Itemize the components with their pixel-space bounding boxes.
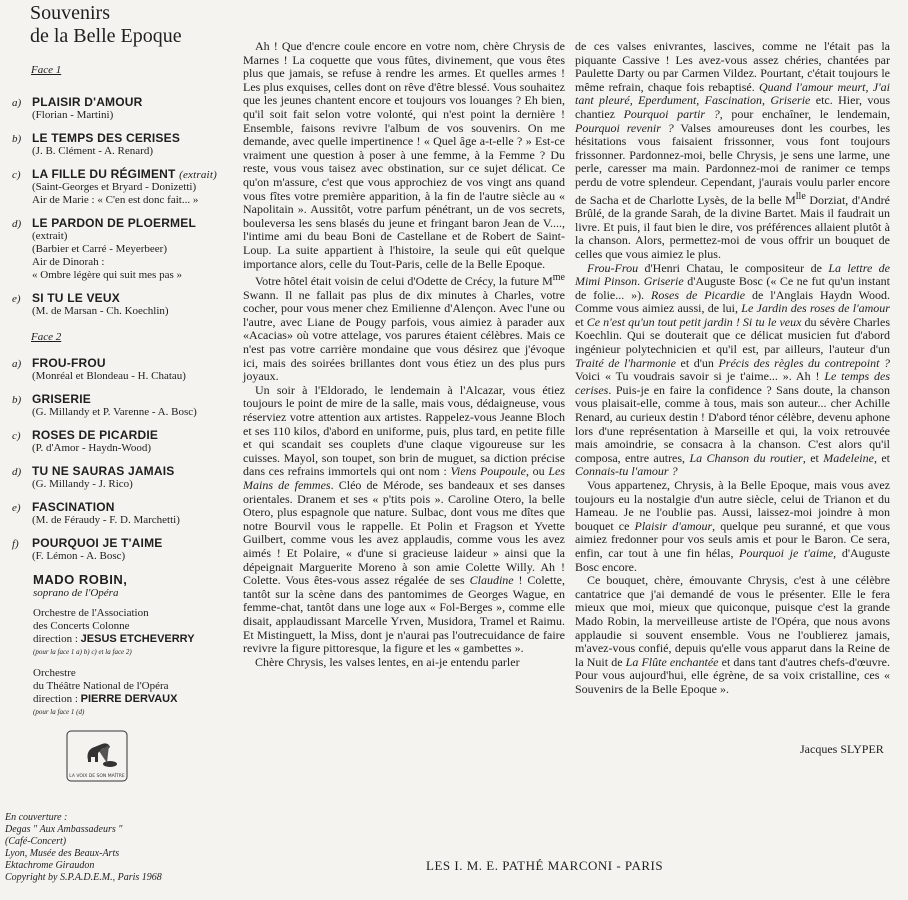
track-letter: b) <box>12 133 22 145</box>
track-credit: « Ombre légère qui suit mes pas » <box>32 269 182 281</box>
track-item <box>12 392 240 419</box>
track-item <box>12 464 240 491</box>
face1-label: Face 1 <box>31 64 62 76</box>
cover-line: Lyon, Musée des Beaux-Arts <box>5 848 120 859</box>
face2-label: Face 2 <box>31 331 62 343</box>
cover-credits <box>5 812 162 884</box>
track-letter: f) <box>12 538 19 550</box>
artist-role: soprano de l'Opéra <box>33 587 119 599</box>
track-credit: (Barbier et Carré - Meyerbeer) <box>32 243 167 255</box>
track-credit: (M. de Marsan - Ch. Koechlin) <box>32 305 169 317</box>
face1-tracklist <box>12 95 240 327</box>
album-title-line2: de la Belle Epoque <box>30 25 182 47</box>
orchestra-note: (pour la face 1 (d) <box>33 708 85 716</box>
orchestra-credit-2 <box>33 667 177 719</box>
liner-notes-column-2 <box>575 40 890 697</box>
track-title: FASCINATION <box>32 500 115 514</box>
track-title: SI TU LE VEUX <box>32 291 120 305</box>
track-credit: Air de Marie : « C'en est donc fait... » <box>32 194 199 206</box>
track-letter: d) <box>12 218 22 230</box>
paragraph: de ces valses enivrantes, lascives, comme ne l'était pas la piquante Cassive ! Les avez-vous assez chéries, chantées par Paulette Darty ou par Carmen Vildez. Pourtant, c'était toujours le même refrain, chaque fois rebaptisé. Quand l'amour meurt, J'ai tant pleuré, Eperdument, Fascination, Griserie etc. Hier, vous chantiez Pourquoi partir ?, pour enchaîner, le lendemain, Pourquoi revenir ? Valses amoureuses dont les courbes, les hésitations vous faisaient frissonner, vous font toujours frissonner. Pardonnez-moi, belle Chrysis, je sens une larme, une perle, caresser ma main. Pardonnez-moi de ranimer ce temps perdu de votre splendeur. Cependant, j'aurais voulu parler encore de Sacha et de Charlotte Lysès, de la belle $M^{lle}$ Dorziat, d'André Brûlé, de la grande Sarah, de la divine Bartet. Mais il faudrait un livre. Et puis, il faut bien le dire, vos préférences allaient plutôt à la chanson. Alors, permettez-moi de vous offrir un bouquet de celles que vous aimiez le plus. <box>575 39 891 261</box>
cover-line: Degas " Aux Ambassadeurs " <box>5 824 123 835</box>
track-credit: (G. Millandy et P. Varenne - A. Bosc) <box>32 406 197 418</box>
track-item <box>12 500 240 527</box>
paragraph: Vous appartenez, Chrysis, à la Belle Epoque, mais vous avez toujours eu la nostalgie d'un autre siècle, celui de Trianon et du Hameau. Je ne l'oublie pas. Aussi, laissez-moi joindre à mon bouquet ce Plaisir d'amour, quelque peu suranné, et que vous aimiez fredonner pour vos seuls amis et pour le Baron. Ce sera, enfin, car tout à une fin hélas, Pourquoi je t'aime, d'Auguste Bosc encore. <box>575 478 891 574</box>
cover-line: Copyright by S.P.A.D.E.M., Paris 1968 <box>5 872 162 883</box>
paragraph: Frou-Frou d'Henri Chatau, le compositeur de La lettre de Mimi Pinson. Griserie d'Auguste Bosc (« Ce ne fut qu'un instant de folie... »). Roses de Picardie de l'Anglais Haydn Wood. Comme vous aimiez aussi, de lui, Le Jardin des roses de l'amour et Ce n'est qu'un tout petit jardin ! Si tu le veux du sévère Charles Koechlin. Qui se douterait que ce délicat musicien fut d'abord ingénieur polytechnicien et qu'il est, par ailleurs, l'auteur d'un Traité de l'harmonie et d'un Précis des règles du contrepoint ? Voici « Tu voudrais savoir si je t'aime... ». Ah ! Le temps des cerises. Puis-je en faire la confidence ? Sans doute, la chanson vous plaisait-elle, comme à tous, mais son auteur... cher Achille Renard, au curieux destin ! D'abord ténor célèbre, devenu aphone lors d'une représentation à Marseille et qui, la voix retrouvée mais amoindrie, se consacra à la chanson. C'est alors qu'il composa, entre autres, La Chanson du routier, et Madeleine, et Connais-tu l'amour ? <box>575 260 891 479</box>
orchestra-line: Orchestre de l'Association <box>33 607 149 619</box>
album-title <box>30 2 182 48</box>
track-credit: (extrait) <box>32 230 68 242</box>
track-title: ROSES DE PICARDIE <box>32 428 159 442</box>
track-credit: (G. Millandy - J. Rico) <box>32 478 133 490</box>
track-credit: (F. Lémon - A. Bosc) <box>32 550 126 562</box>
track-item <box>12 167 240 207</box>
track-letter: e) <box>12 293 21 305</box>
track-title: LA FILLE DU RÉGIMENT (extrait) <box>32 167 217 181</box>
track-credit: (Florian - Martini) <box>32 109 114 121</box>
track-title: LE PARDON DE PLOERMEL <box>32 216 196 230</box>
publisher-line: LES I. M. E. PATHÉ MARCONI - PARIS <box>426 858 664 873</box>
track-title: POURQUOI JE T'AIME <box>32 536 163 550</box>
track-item <box>12 291 240 318</box>
track-credit: (Monréal et Blondeau - H. Chatau) <box>32 370 186 382</box>
album-title-line1: Souvenirs <box>30 2 110 24</box>
track-title: PLAISIR D'AMOUR <box>32 95 143 109</box>
director-line: direction : PIERRE DERVAUX <box>33 693 178 705</box>
author-signature: Jacques SLYPER <box>800 742 884 756</box>
cover-line: En couverture : <box>5 812 68 823</box>
orchestra-line: du Théâtre National de l'Opéra <box>33 680 169 692</box>
director-name: PIERRE DERVAUX <box>80 693 178 705</box>
paragraph: Ah ! Que d'encre coule encore en votre nom, chère Chrysis de Marnes ! La coquette que vous fûtes, divinement, que vous êtes plus que jamais, se refuse à rendre les armes. Et quelles armes ! Les plus exquises, celles dont on rêve d'être blessé. Vous souhaitez que les jeunes chantent encore et toujours vos louanges ? Eh bien, qu'il soit fait selon votre volonté, qui n'est point la dernière ! Ensemble, faisons revivre l'album de vos souvenirs. On me demande, avec quelle impertinence ! « Quel âge a-t-elle ? » Est-ce vraiment une question à poser à une femme, à la Femme ? Du reste, vous vous taisez avec obstination, sur ce sujet délicat. Ce qu'on m'assure, c'est que vous approchiez de vos vingt ans quand vous fîtes votre première apparition, à la fin de l'autre siècle au « Napolitain ». Aussitôt, votre parfum pénétrant, un de vos secrets, bouleversa les sens blasés du jeune et fringant baron Jean de V...., l'intime ami du beau Boni de Castellane et de Robert de Saint-Loup. La suite appartient à l'histoire, la seule qui eût quelque importance alors, celle du Tout-Paris, celle de la Belle Epoque. <box>243 39 565 271</box>
paragraph: Votre hôtel était voisin de celui d'Odette de Crécy, la future $M^{me}$ Swann. Il ne fallait pas plus de dix minutes à Charles, votre cocher, pour vous mener chez Emilienne d'Alençon. Avec l'une ou l'autre, avec Liane de Pougy parfois, vous aimiez à parader aux «Acacias» où votre attelage, vos parures étaient célèbres. Mais ce n'est pas votre carrière mondaine que vous désirez que j'évoque ici, mais des soirées brillantes dont vous étiez un des plus purs joyaux. <box>243 272 565 384</box>
svg-text:LA VOIX DE SON MAÎTRE: LA VOIX DE SON MAÎTRE <box>69 774 125 779</box>
track-item <box>12 428 240 455</box>
track-credit: (M. de Féraudy - F. D. Marchetti) <box>32 514 180 526</box>
track-letter: c) <box>12 169 21 181</box>
orchestra-line: Orchestre <box>33 667 76 679</box>
face2-tracklist <box>12 356 240 572</box>
track-letter: d) <box>12 466 22 478</box>
track-title: GRISERIE <box>32 392 91 406</box>
track-title: LE TEMPS DES CERISES <box>32 131 181 145</box>
liner-notes-column-1 <box>243 40 565 669</box>
track-letter: e) <box>12 502 21 514</box>
artist-name: MADO ROBIN, <box>33 572 128 587</box>
track-title: FROU-FROU <box>32 356 106 370</box>
track-note: (extrait) <box>179 169 217 181</box>
track-credit: (Saint-Georges et Bryard - Donizetti) <box>32 181 197 193</box>
orchestra-note: (pour la face 1 a) b) c) et la face 2) <box>33 648 132 656</box>
his-masters-voice-logo <box>66 730 128 782</box>
track-title: TU NE SAURAS JAMAIS <box>32 464 175 478</box>
paragraph: Un soir à l'Eldorado, le lendemain à l'Alcazar, vous étiez toujours le point de mire de la salle, mais vous, dédaigneuse, vous réserviez votre attention aux artistes. Rappelez-vous Jeanne Bloch et ses 110 kilos, d'abord en uniforme, puis, plus tard, en petite fille et qui scandait ses couplets d'une claque vigoureuse sur les cuisses. Mayol, son toupet, son brin de muguet, sa diction précise dans ces refrains immortels qui ont nom : Viens Poupoule, ou Les Mains de femmes. Cléo de Mérode, ses bandeaux et ses danses orientales. Dranem et ses « p'tits pois ». Caroline Otero, la belle Otero, plus espagnole que nature. Sulbac, dont vous me dîtes que notre Bourvil vous le rappelle. Et Polin et Fragson et Yvette Guilbert, comme vous les avez applaudis, comme vous les avez aimés ! Et Polaire, « d'une si gracieuse laideur » ainsi que la dépeignait Marguerite Moreno à son amie Colette Willy. Ah ! Colette. Vous êtes-vous assez régalée de ses Claudine ! Colette, tantôt sur la scène dans des pantomimes de Georges Wague, en femme-chat, tantôt dans une loge aux « Fol-Berges », comme elle disait, applaudissant Marcelle Yrven, Musidora, Tramel et Raimu. Et Mistinguett, la Miss, dont je n'aurai pas l'outrecuidance de faire revivre la figure pittoresque, la figure et les « gambettes ». <box>243 382 566 656</box>
paragraph: Ce bouquet, chère, émouvante Chrysis, c'est à une célèbre cantatrice que j'ai demandé de vous le présenter. Elle le fera mieux que moi, mieux que quiconque, puisque c'est la grande Mado Robin, la merveilleuse artiste de l'Opéra, que nous avons applaudie si souvent ensemble. Vous ne l'oublierez jamais, m'avez-vous confié, depuis qu'elle vous apparut dans la Reine de la Nuit de La Flûte enchantée et dans tant d'autres chefs-d'œuvre. Pour vous aujourd'hui, elle égrène, de sa voix cristalline, ces « Souvenirs de la Belle Epoque ». <box>575 573 890 696</box>
cover-line: (Café-Concert) <box>5 836 67 847</box>
track-item <box>12 216 240 282</box>
track-item <box>12 536 240 563</box>
track-letter: a) <box>12 97 22 109</box>
orchestra-credit-1 <box>33 607 195 659</box>
paragraph: Chère Chrysis, les valses lentes, en ai-je entendu parler <box>255 654 520 669</box>
director-line: direction : JESUS ETCHEVERRY <box>33 633 195 645</box>
track-letter: a) <box>12 358 22 370</box>
director-name: JESUS ETCHEVERRY <box>80 633 195 645</box>
track-letter: b) <box>12 394 22 406</box>
track-item <box>12 356 240 383</box>
track-item <box>12 131 240 158</box>
cover-line: Ektachrome Giraudon <box>5 860 95 871</box>
track-letter: c) <box>12 430 21 442</box>
track-credit: (P. d'Amor - Haydn-Wood) <box>32 442 152 454</box>
track-credit: Air de Dinorah : <box>32 256 105 268</box>
track-credit: (J. B. Clément - A. Renard) <box>32 145 153 157</box>
track-item <box>12 95 240 122</box>
orchestra-line: des Concerts Colonne <box>33 620 130 632</box>
